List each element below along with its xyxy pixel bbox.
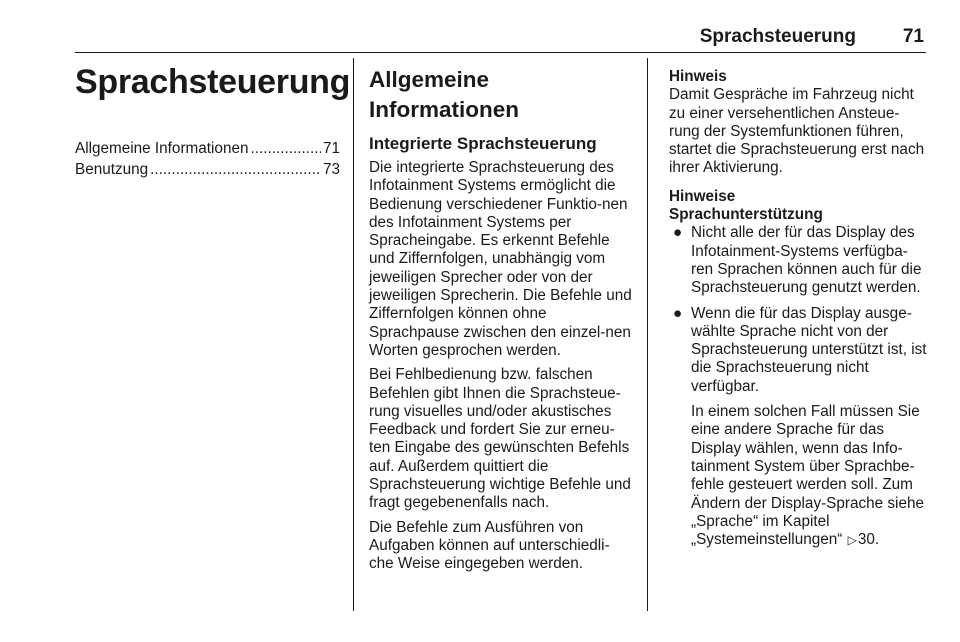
list-item bbox=[669, 305, 927, 396]
subsection-title: Integrierte Sprachsteuerung bbox=[369, 134, 597, 153]
column-divider bbox=[353, 58, 354, 611]
table-of-contents bbox=[75, 140, 340, 180]
toc-page: 73 bbox=[322, 161, 340, 179]
header-title: Sprachsteuerung bbox=[699, 26, 856, 47]
page-header bbox=[75, 22, 926, 53]
note-text: Damit Gespräche im Fahrzeug nicht zu einer versehentlichen Ansteue-rung der Systemfunktionen führen, startet die Sprachsteuerung erst nach ihrer Aktivierung. bbox=[669, 86, 925, 177]
page-reference[interactable]: 30. bbox=[857, 531, 880, 549]
bullet-icon: ● bbox=[673, 304, 683, 322]
chapter-title: Sprachsteuerung bbox=[75, 63, 351, 101]
toc-leader-dots bbox=[250, 140, 321, 158]
toc-entry[interactable] bbox=[75, 140, 340, 158]
toc-leader-dots bbox=[150, 161, 321, 179]
subheading: Sprachunterstützung bbox=[669, 206, 823, 224]
paragraph: Bei Fehlbedienung bzw. falschen Befehlen gibt Ihnen die Sprachsteue-rung visuelles und/oder akustisches Feedback und fordert Sie zur erneu-ten Eingabe des gewünschten Befehls auf. Außerdem quittiert die Sprachsteuerung wichtige Befehle und fragt gegebenenfalls nach. bbox=[369, 366, 631, 512]
bullet-text: Wenn die für das Display ausge-wählte Sprache nicht von der Sprachsteuerung unterstützt ist, ist die Sprachsteuerung nicht verfügbar. bbox=[691, 304, 927, 395]
toc-entry[interactable] bbox=[75, 161, 340, 179]
section-title: Allgemeine Informationen bbox=[369, 67, 519, 122]
bullet-extra-text: In einem solchen Fall müssen Sie eine andere Sprache für das Display wählen, wenn das Info-tainment System über Sprachbe-fehle gesteuert werden soll. Zum Ändern der Display-Sprache siehe „Sprache“ im Kapitel „Systemeinstellungen“ bbox=[691, 403, 924, 549]
middle-column bbox=[369, 60, 632, 580]
toc-label: Allgemeine Informationen bbox=[75, 140, 249, 157]
page-number: 71 bbox=[902, 26, 924, 47]
bullet-icon: ● bbox=[673, 224, 683, 242]
page-reference-arrow-icon: ▷ bbox=[847, 533, 857, 548]
note-label: Hinweis bbox=[669, 68, 727, 85]
left-column bbox=[75, 60, 351, 183]
list-item bbox=[669, 224, 927, 297]
bullet-continuation bbox=[669, 403, 927, 549]
toc-page: 71 bbox=[322, 140, 340, 157]
right-column bbox=[669, 60, 927, 549]
paragraph: Die integrierte Sprachsteuerung des Infotainment Systems ermöglicht die Bedienung verschiedener Funktio-nen des Infotainment Systems per Spracheingabe. Es erkennt Befehle und Ziffernfolgen, unabhängig vom jeweiligen Sprecher oder von der jeweiligen Sprecherin. Die Befehle und Ziffernfolgen können ohne Sprachpause zwischen den einzel-nen Worten gesprochen werden. bbox=[369, 159, 632, 359]
column-divider bbox=[647, 58, 648, 611]
notes-label: Hinweise bbox=[669, 187, 736, 205]
toc-label: Benutzung bbox=[75, 161, 149, 179]
paragraph: Die Befehle zum Ausführen von Aufgaben können auf unterschiedli-che Weise eingegeben werden. bbox=[369, 518, 610, 573]
bullet-text: Nicht alle der für das Display des Infotainment-Systems verfügba-ren Sprachen können auch für die Sprachsteuerung genutzt werden. bbox=[691, 224, 922, 297]
